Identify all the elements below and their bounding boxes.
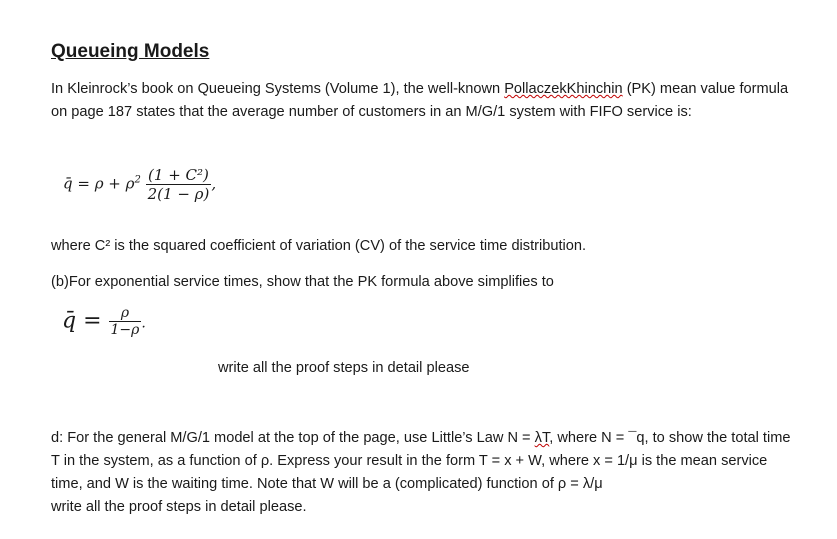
part-d-text-1: d: For the general M/G/1 model at the top of the page, use Little’s Law N = <box>51 430 535 446</box>
part-b-question: (b)For exponential service times, show that the PK formula above simplifies to <box>51 274 554 290</box>
simplified-formula-lhs: q̄ = <box>62 308 102 334</box>
pk-formula-comma: , <box>211 174 217 193</box>
pk-formula-denominator: 2(1 − ρ) <box>147 185 210 203</box>
spellcheck-word-lambda-t: λT <box>534 430 550 446</box>
intro-text-2: (PK) mean value formula on page 187 states that the average number of customers in an M/G/1 system with FIFO service is: <box>51 81 789 120</box>
pk-formula <box>63 166 216 203</box>
part-b-instruction: write all the proof steps in detail please <box>218 360 470 376</box>
intro-paragraph <box>51 78 796 124</box>
intro-text-1: In Kleinrock’s book on Queueing Systems (Volume 1), the well-known <box>51 81 505 97</box>
spellcheck-word: PollaczekKhinchin <box>504 81 623 97</box>
page-title: Queueing Models <box>51 41 210 62</box>
part-d-text-2: , where N = ¯q, to show the total time T in the system, as a function of ρ. Express your result in the form T = x + W, where x = 1/μ is the mean service time, and W is the waiting time. Note that W will be a (complicated) function of ρ = λ/μ <box>51 430 791 492</box>
pk-formula-fraction <box>146 166 212 203</box>
simplified-formula-period: . <box>141 315 146 332</box>
pk-formula-lhs: q̄ = ρ + ρ <box>63 174 135 193</box>
where-text: where C² is the squared coefficient of variation (CV) of the service time distribution. <box>51 238 587 254</box>
pk-formula-exponent: 2 <box>134 174 141 186</box>
simplified-formula-denominator: 1−ρ <box>110 322 140 338</box>
part-d-instruction: write all the proof steps in detail please. <box>51 499 307 515</box>
part-d-paragraph <box>51 427 796 519</box>
simplified-formula-numerator: ρ <box>109 305 142 322</box>
pk-formula-numerator: (1 + C²) <box>146 166 212 185</box>
simplified-formula <box>62 305 146 338</box>
simplified-formula-fraction <box>109 305 142 338</box>
